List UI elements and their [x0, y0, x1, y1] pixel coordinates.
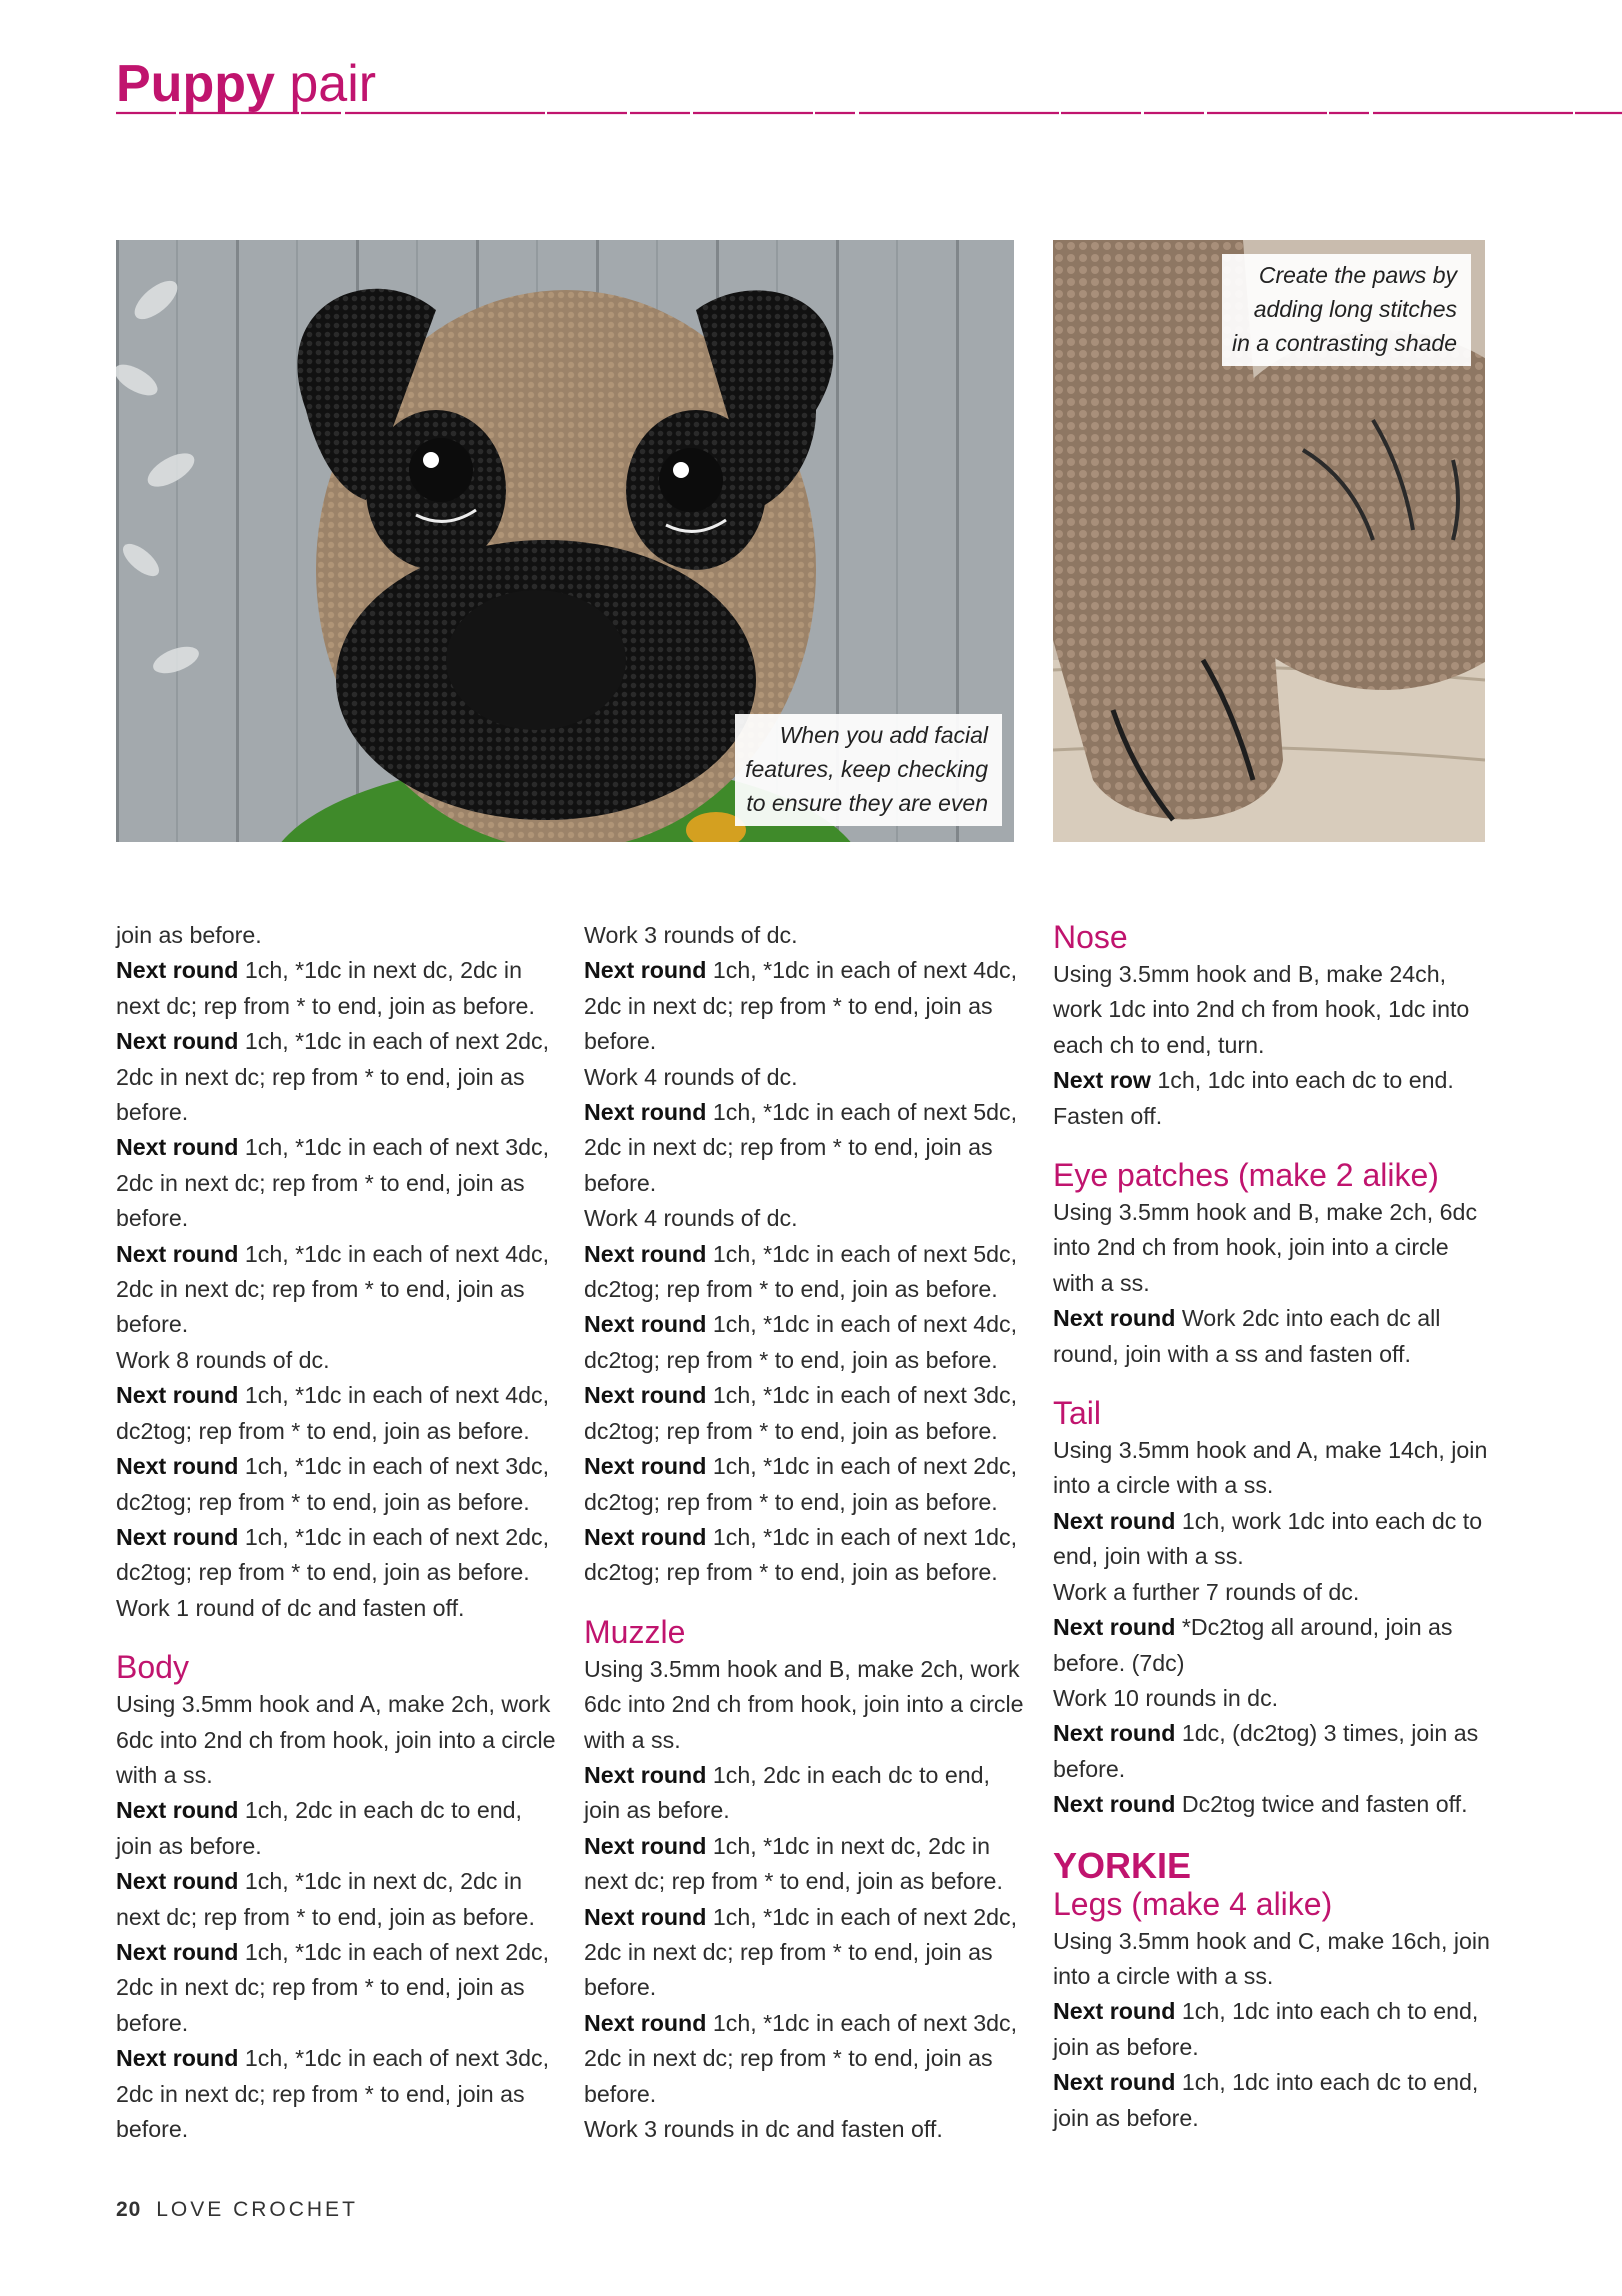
instruction-line	[1053, 1575, 1493, 1610]
instruction-text: 1ch, *1dc in each of next 2dc, 2dc in next dc; rep from * to end, join as before.	[584, 1903, 1018, 2001]
page-footer	[116, 2198, 358, 2222]
instruction-text: Using 3.5mm hook and A, make 2ch, work 6dc into 2nd ch from hook, join into a circle with a ss.	[116, 1691, 556, 1788]
instruction-text: 1ch, *1dc in each of next 2dc, 2dc in next dc; rep from * to end, join as before.	[116, 1028, 550, 1126]
instruction-text: 1ch, *1dc in next dc, 2dc in next dc; rep from * to end, join as before.	[116, 1868, 535, 1930]
instruction-line	[584, 1095, 1024, 1201]
page-title	[116, 54, 376, 114]
instruction-text: Using 3.5mm hook and B, make 2ch, work 6dc into 2nd ch from hook, join into a circle with a ss.	[584, 1655, 1024, 1753]
caption-line: adding long stitches	[1253, 296, 1457, 322]
instruction-text: 1ch, *1dc in each of next 5dc, dc2tog; rep from * to end, join as before.	[584, 1240, 1018, 1303]
instruction-line	[584, 1520, 1024, 1591]
instruction-label: Next round	[584, 1099, 707, 1126]
subsection-heading: Muzzle	[584, 1613, 686, 1650]
instruction-line	[584, 1829, 1024, 1900]
instruction-text: 1ch, *1dc in next dc, 2dc in next dc; rep from * to end, join as before.	[116, 957, 535, 1019]
instruction-line	[584, 1652, 1024, 1758]
instruction-label: Next round	[1053, 1720, 1176, 1747]
instruction-line	[1053, 1063, 1493, 1098]
instruction-label: Next round	[116, 957, 239, 984]
instruction-text: 1ch, 2dc in each dc to end, join as before.	[116, 1797, 522, 1859]
instruction-label: Next row	[1053, 1067, 1151, 1094]
instruction-line	[1053, 957, 1493, 1063]
instruction-label: Next round	[116, 2045, 239, 2072]
instruction-line	[584, 953, 1024, 1059]
instruction-text: Work 4 rounds of dc.	[584, 1205, 798, 1232]
instruction-line	[1053, 1994, 1493, 2065]
instruction-text: Work 2dc into each dc all round, join with a ss and fasten off.	[1053, 1305, 1441, 1367]
title-underline	[116, 111, 1622, 115]
instruction-text: 1ch, *1dc in each of next 4dc, 2dc in next dc; rep from * to end, join as before.	[584, 957, 1018, 1055]
pug-head-photo	[116, 240, 1014, 842]
instruction-text: 1ch, *1dc in each of next 2dc, 2dc in next dc; rep from * to end, join as before.	[116, 1938, 550, 2036]
instruction-label: Next round	[584, 957, 707, 984]
instruction-text: Using 3.5mm hook and A, make 14ch, join into a circle with a ss.	[1053, 1437, 1488, 1499]
subsection-heading: Legs (make 4 alike)	[1053, 1885, 1333, 1922]
instruction-text: 1ch, *1dc in each of next 4dc, dc2tog; rep from * to end, join as before.	[584, 1311, 1018, 1373]
instruction-label: Next round	[116, 1938, 239, 1965]
instruction-line	[1053, 1716, 1493, 1787]
instruction-line	[116, 1237, 556, 1343]
instruction-label: Next round	[116, 1523, 239, 1550]
instruction-line	[116, 1343, 556, 1378]
instruction-line	[116, 2041, 556, 2147]
instruction-line	[116, 1687, 556, 1793]
instruction-label: Next round	[584, 1523, 707, 1550]
instruction-text: Fasten off.	[1053, 1102, 1163, 1129]
subsection-heading: Eye patches (make 2 alike)	[1053, 1157, 1439, 1194]
magazine-name: LOVE CROCHET	[156, 2198, 358, 2221]
instruction-text: 1ch, *1dc in each of next 3dc, 2dc in next dc; rep from * to end, join as before.	[116, 1134, 550, 1232]
instruction-text: 1ch, 1dc into each dc to end, join as before.	[1053, 2069, 1479, 2131]
instruction-text: Work 3 rounds in dc and fasten off.	[584, 2116, 943, 2142]
instruction-line	[584, 1237, 1024, 1308]
instruction-line	[1053, 1504, 1493, 1575]
instruction-line	[1053, 1433, 1493, 1504]
instruction-label: Next round	[584, 1382, 707, 1409]
instruction-line	[584, 1900, 1024, 2006]
instruction-label: Next round	[1053, 1614, 1176, 1641]
caption-line: in a contrasting shade	[1231, 330, 1457, 356]
instruction-line	[116, 1935, 556, 2041]
instruction-line	[1053, 1099, 1493, 1134]
instruction-label: Next round	[1053, 2069, 1176, 2096]
instruction-line	[584, 918, 1024, 953]
instruction-text: 1ch, *1dc in each of next 3dc, dc2tog; rep from * to end, join as before.	[584, 1382, 1018, 1444]
caption-line: Create the paws by	[1258, 262, 1457, 288]
instruction-text: Work 10 rounds in dc.	[1053, 1684, 1279, 1711]
instruction-label: Next round	[116, 1797, 239, 1824]
subsection-heading: Nose	[1053, 919, 1128, 955]
instruction-line	[116, 953, 556, 1024]
instruction-text: 1ch, work 1dc into each dc to end, join with a ss.	[1053, 1507, 1483, 1570]
instruction-label: Next round	[1053, 1507, 1176, 1534]
instruction-label: Next round	[116, 1382, 239, 1409]
instruction-text: 1ch, *1dc in each of next 5dc, 2dc in next dc; rep from * to end, join as before.	[584, 1099, 1018, 1196]
pug-paw-photo	[1053, 240, 1485, 842]
text-column-2	[584, 918, 1024, 2147]
instruction-line	[584, 1758, 1024, 1829]
instruction-text: 1ch, *1dc in each of next 1dc, dc2tog; rep from * to end, join as before.	[584, 1523, 1018, 1586]
page-title-bold: Puppy	[116, 55, 275, 113]
instruction-text: Work 4 rounds of dc.	[584, 1063, 798, 1090]
subsection-heading: Tail	[1053, 1395, 1102, 1432]
instruction-text: 1ch, *1dc in each of next 4dc, dc2tog; rep from * to end, join as before.	[116, 1382, 550, 1444]
instruction-line	[1053, 1787, 1493, 1822]
instruction-text: 1ch, *1dc in each of next 3dc, 2dc in next dc; rep from * to end, join as before.	[116, 2045, 550, 2142]
instruction-line	[116, 1864, 556, 1935]
instruction-line	[116, 1793, 556, 1864]
instruction-label: Next round	[116, 1028, 239, 1055]
caption-line: features, keep checking	[745, 756, 988, 782]
caption-facial-features	[735, 714, 1002, 826]
instruction-line	[116, 918, 556, 953]
instruction-label: Next round	[584, 1240, 707, 1267]
instruction-line	[116, 1591, 556, 1626]
caption-line: When you add facial	[779, 722, 988, 748]
instruction-text: Work 1 round of dc and fasten off.	[116, 1594, 465, 1621]
instruction-label: Next round	[584, 1761, 707, 1788]
caption-paws	[1222, 254, 1471, 366]
instruction-label: Next round	[116, 1453, 239, 1480]
instruction-label: Next round	[1053, 1998, 1176, 2025]
instruction-text: Using 3.5mm hook and B, make 2ch, 6dc into 2nd ch from hook, join into a circle with a ss.	[1053, 1199, 1478, 1296]
instruction-text: Using 3.5mm hook and B, make 24ch, work 1dc into 2nd ch from hook, 1dc into each ch to end, turn.	[1053, 961, 1470, 1058]
instruction-text: Work 3 rounds of dc.	[584, 922, 798, 948]
instruction-line	[584, 2112, 1024, 2147]
instruction-text: 1ch, *1dc in next dc, 2dc in next dc; rep from * to end, join as before.	[584, 1832, 1003, 1895]
instruction-line	[116, 1520, 556, 1591]
page-title-light: pair	[289, 55, 377, 113]
instruction-line	[584, 1060, 1024, 1095]
instruction-text: 1ch, 1dc into each ch to end, join as before.	[1053, 1998, 1479, 2060]
instruction-label: Next round	[584, 1903, 707, 1930]
instruction-label: Next round	[584, 1832, 707, 1859]
instruction-line	[584, 1449, 1024, 1520]
instruction-line	[584, 2006, 1024, 2112]
instruction-label: Next round	[584, 2009, 707, 2036]
instruction-line	[116, 1130, 556, 1236]
instruction-line	[584, 1201, 1024, 1236]
instruction-line	[1053, 1924, 1493, 1995]
instruction-text: 1ch, *1dc in each of next 2dc, dc2tog; rep from * to end, join as before.	[116, 1523, 550, 1586]
instruction-label: Next round	[116, 1240, 239, 1267]
instruction-label: Next round	[1053, 1791, 1176, 1818]
instruction-text: 1ch, *1dc in each of next 4dc, 2dc in next dc; rep from * to end, join as before.	[116, 1240, 550, 1338]
instruction-text: Work a further 7 rounds of dc.	[1053, 1578, 1360, 1605]
instruction-line	[1053, 1301, 1493, 1372]
section-heading: YORKIE	[1053, 1844, 1192, 1886]
instruction-label: Next round	[116, 1868, 239, 1895]
instruction-line	[1053, 2065, 1493, 2136]
instruction-line	[584, 1307, 1024, 1378]
instruction-text: join as before.	[116, 922, 262, 948]
instruction-text: 1ch, *1dc in each of next 3dc, 2dc in next dc; rep from * to end, join as before.	[584, 2009, 1018, 2107]
instruction-label: Next round	[584, 1311, 707, 1338]
instruction-text: 1dc, (dc2tog) 3 times, join as before.	[1053, 1720, 1479, 1782]
instruction-text: *Dc2tog all around, join as before. (7dc)	[1053, 1614, 1453, 1676]
page-number: 20	[116, 2198, 142, 2221]
instruction-text: 1ch, *1dc in each of next 3dc, dc2tog; rep from * to end, join as before.	[116, 1453, 550, 1515]
instruction-text: 1ch, *1dc in each of next 2dc, dc2tog; rep from * to end, join as before.	[584, 1453, 1018, 1515]
instruction-text: Dc2tog twice and fasten off.	[1175, 1791, 1468, 1818]
instruction-line	[1053, 1681, 1493, 1716]
instruction-line	[116, 1449, 556, 1520]
caption-line: to ensure they are even	[746, 790, 988, 816]
text-column-1	[116, 918, 556, 2147]
instruction-text: Work 8 rounds of dc.	[116, 1346, 330, 1373]
text-column-3	[1053, 918, 1493, 2136]
instruction-text: 1ch, 2dc in each dc to end, join as before.	[584, 1761, 990, 1824]
instruction-line	[1053, 1610, 1493, 1681]
instruction-line	[116, 1024, 556, 1130]
instruction-line	[116, 1378, 556, 1449]
subsection-heading: Body	[116, 1649, 189, 1686]
instruction-label: Next round	[116, 1134, 239, 1161]
instruction-line	[1053, 1195, 1493, 1301]
instruction-label: Next round	[584, 1453, 707, 1480]
instruction-label: Next round	[1053, 1305, 1176, 1332]
instruction-text: Using 3.5mm hook and C, make 16ch, join into a circle with a ss.	[1053, 1927, 1490, 1989]
instruction-text: 1ch, 1dc into each dc to end.	[1150, 1067, 1454, 1094]
instruction-line	[584, 1378, 1024, 1449]
